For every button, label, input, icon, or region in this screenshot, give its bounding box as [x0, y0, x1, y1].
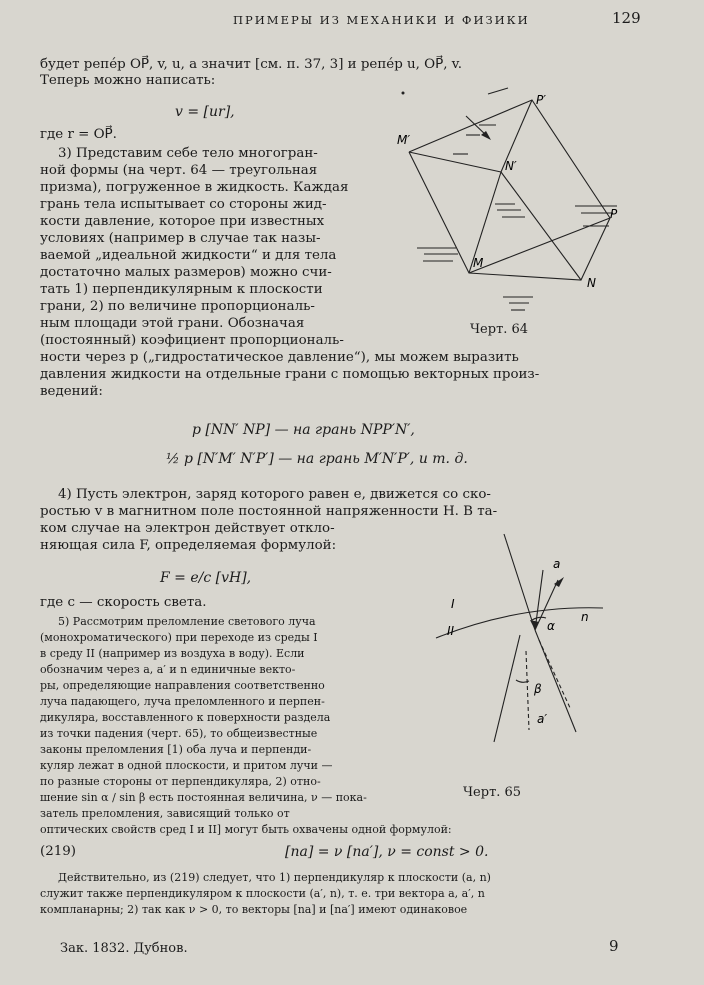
text-line: обозначим через a, a′ и n единичные векто-: [40, 663, 296, 676]
formula-pressure-1: p [NN′ NP] — на грань NPP′N′,: [192, 422, 415, 438]
text-line: Теперь можно написать:: [40, 73, 216, 88]
label-p-prime: P′: [536, 93, 546, 107]
text-line: грань тела испытывает со стороны жид-: [40, 197, 327, 212]
page-number: 129: [612, 9, 641, 27]
label-alpha: α: [547, 619, 555, 633]
text-line: компланарны; 2) так как ν > 0, то векторы [na] и [na′] имеют одинаковое: [40, 903, 468, 916]
text-line: условиях (например в случае так назы-: [40, 231, 321, 246]
text-line: ростью v в магнитном поле постоянной напряженности H. В та-: [40, 504, 498, 519]
text-line: куляр лежат в одной плоскости, и притом лучи —: [40, 759, 333, 772]
label-medium-ii: II: [447, 624, 455, 638]
text-line: шение sin α / sin β есть постоянная величина, ν — пока-: [40, 791, 367, 804]
text-line: законы преломления [1) оба луча и перпенди-: [40, 743, 312, 756]
text-line: будет репéр OP⃗, v, u, а значит [см. п. 37, 3] и репéр u, OP⃗, v.: [40, 57, 462, 72]
caption-figure-64: Черт. 64: [470, 322, 529, 337]
text-line: (постоянный) коэфициент пропорциональ-: [40, 333, 344, 348]
text-line: ведений:: [40, 384, 103, 399]
text-line: 4) Пусть электрон, заряд которого равен e, движется со ско-: [58, 487, 491, 502]
formula-pressure-2: ½ p [N′M′ N′P′] — на грань M′N′P′, и т. д.: [166, 451, 468, 467]
text-line: тать 1) перпендикулярным к плоскости: [40, 282, 323, 297]
text-line: в среду II (например из воздуха в воду). Если: [40, 647, 305, 660]
text-line: грани, 2) по величине пропорциональ-: [40, 299, 315, 314]
equation-number: (219): [40, 844, 77, 859]
text-line: где r = OP⃗.: [40, 127, 117, 142]
text-line: ности через p („гидростатическое давление“), мы можем выразить: [40, 350, 519, 365]
figure-64-prism: [395, 80, 630, 325]
text-line: давления жидкости на отдельные грани с помощью векторных произ-: [40, 367, 540, 382]
text-line: призма), погруженное в жидкость. Каждая: [40, 180, 349, 195]
text-line: где c — скорость света.: [40, 595, 207, 610]
running-header: ПРИМЕРЫ ИЗ МЕХАНИКИ И ФИЗИКИ: [233, 13, 530, 27]
caption-figure-65: Черт. 65: [463, 785, 522, 800]
label-beta: β: [534, 682, 542, 696]
text-line: (монохроматического) при переходе из среды I: [40, 631, 318, 644]
text-line: Действительно, из (219) следует, что 1) перпендикуляр к плоскости (a, n): [58, 871, 491, 884]
figure-65-refraction: [418, 520, 618, 760]
text-line: затель преломления, зависящий только от: [40, 807, 290, 820]
text-line: ной формы (на черт. 64 — треугольная: [40, 163, 318, 178]
label-medium-i: I: [451, 597, 455, 611]
text-line: из точки падения (черт. 65), то общеизвестные: [40, 727, 318, 740]
label-m: M: [473, 256, 484, 270]
text-line: 3) Представим себе тело многогран-: [58, 146, 318, 161]
text-line: по разные стороны от перпендикуляра, 2) отно-: [40, 775, 321, 788]
text-line: ваемой „идеальной жидкости“ и для тела: [40, 248, 337, 263]
footer-signature-number: 9: [609, 937, 619, 955]
text-line: ры, определяющие направления соответственно: [40, 679, 325, 692]
label-n: n: [581, 610, 589, 624]
label-p: P: [610, 207, 618, 221]
text-line: няющая сила F, определяемая формулой:: [40, 538, 337, 553]
label-a-prime: a′: [537, 712, 548, 726]
label-n-prime: N′: [505, 159, 517, 173]
formula-refraction: [na] = ν [na′], ν = const > 0.: [285, 844, 489, 860]
label-n: N: [587, 276, 596, 290]
text-line: ным площади этой грани. Обозначая: [40, 316, 305, 331]
text-line: достаточно малых размеров) можно счи-: [40, 265, 332, 280]
footer-printer-note: Зак. 1832. Дубнов.: [60, 941, 188, 956]
text-line: луча падающего, луча преломленного и перпен-: [40, 695, 325, 708]
text-line: оптических свойств сред I и II] могут быть охвачены одной формулой:: [40, 823, 452, 836]
text-line: 5) Рассмотрим преломление светового луча: [58, 615, 316, 628]
text-line: кости давление, которое при известных: [40, 214, 325, 229]
label-a: a: [553, 557, 561, 571]
label-m-prime: M′: [397, 133, 411, 147]
text-line: служит также перпендикуляром к плоскости (a′, n), т. е. три вектора a, a′, n: [40, 887, 485, 900]
formula-v: v = [ur],: [175, 104, 235, 120]
formula-force: F = e/c [vH],: [160, 570, 252, 586]
text-line: ком случае на электрон действует откло-: [40, 521, 335, 536]
text-line: дикуляра, восставленного к поверхности раздела: [40, 711, 331, 724]
